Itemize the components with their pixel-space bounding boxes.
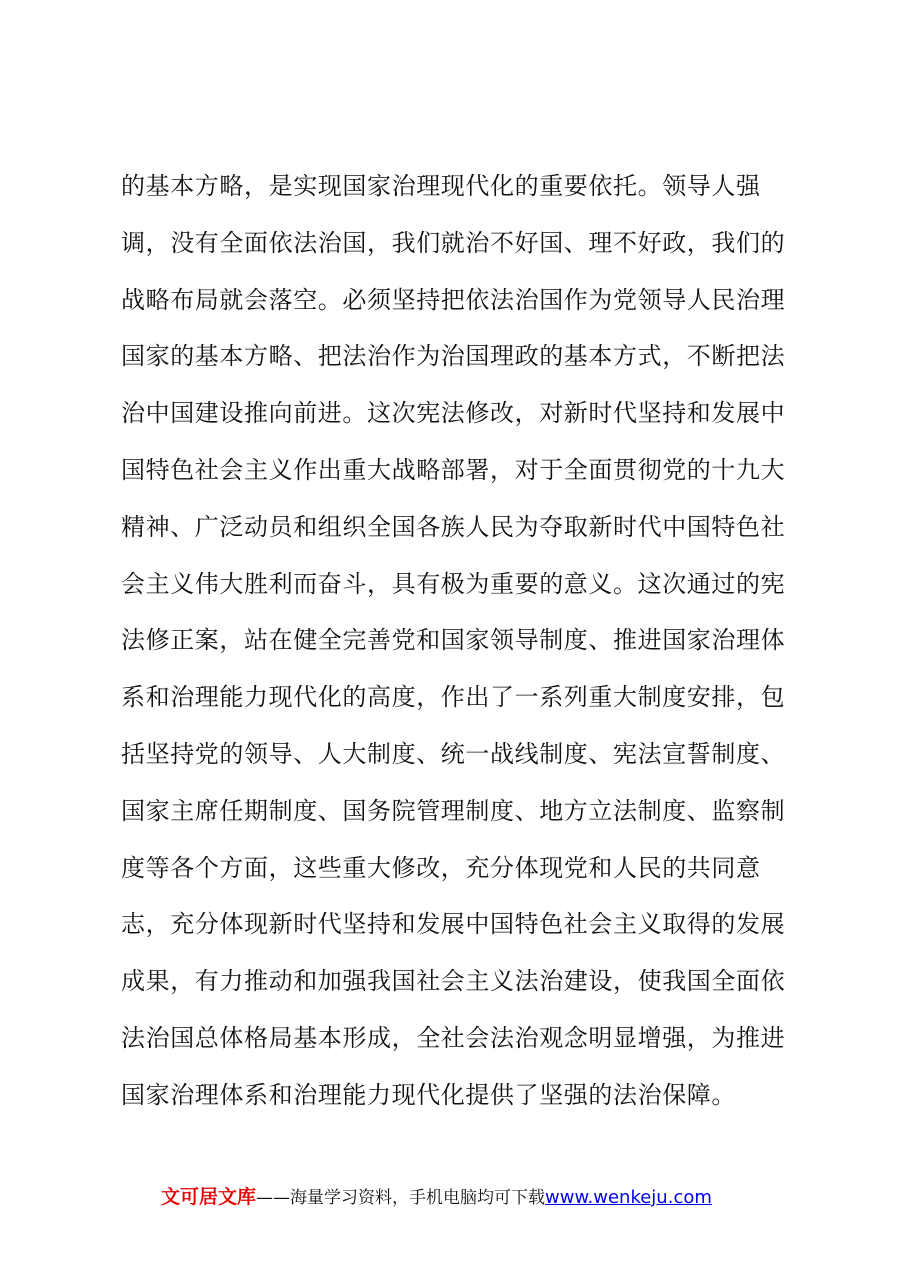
footer-brand: 文可居文库 bbox=[161, 1186, 257, 1208]
footer-tagline: ——海量学习资料，手机电脑均可下载 bbox=[256, 1188, 546, 1208]
text-line: 国家治理体系和治理能力现代化提供了坚强的法治保障。 bbox=[121, 1080, 736, 1109]
text-line: 度等各个方面，这些重大修改，充分体现党和人民的共同意 bbox=[121, 853, 761, 882]
text-line: 的基本方略，是实现国家治理现代化的重要依托。领导人强 bbox=[121, 172, 761, 200]
text-line: 法治国总体格局基本形成，全社会法治观念明显增强，为推进 bbox=[121, 1023, 786, 1052]
text-line: 国家主席任期制度、国务院管理制度、地方立法制度、监察制 bbox=[121, 796, 786, 825]
text-line: 国特色社会主义作出重大战略部署，对于全面贯彻党的十九大 bbox=[121, 455, 786, 484]
footer-banner bbox=[161, 1180, 712, 1214]
text-line: 战略布局就会落空。必须坚持把依法治国作为党领导人民治理 bbox=[121, 285, 786, 314]
text-line: 法修正案，站在健全完善党和国家领导制度、推进国家治理体 bbox=[121, 626, 786, 655]
text-line: 精神、广泛动员和组织全国各族人民为夺取新时代中国特色社 bbox=[121, 512, 786, 541]
text-line: 治中国建设推向前进。这次宪法修改，对新时代坚持和发展中 bbox=[121, 399, 786, 428]
text-line: 系和治理能力现代化的高度，作出了一系列重大制度安排，包 bbox=[121, 683, 786, 712]
text-line: 国家的基本方略、把法治作为治国理政的基本方式，不断把法 bbox=[121, 342, 786, 371]
text-line: 成果，有力推动和加强我国社会主义法治建设，使我国全面依 bbox=[121, 967, 786, 996]
text-line: 志，充分体现新时代坚持和发展中国特色社会主义取得的发展 bbox=[121, 910, 786, 939]
text-line: 会主义伟大胜利而奋斗，具有极为重要的意义。这次通过的宪 bbox=[121, 569, 786, 598]
text-line: 调，没有全面依法治国，我们就治不好国、理不好政，我们的 bbox=[121, 228, 786, 257]
footer-url-link[interactable]: www.wenkeju.com bbox=[545, 1187, 712, 1208]
body-paragraph bbox=[121, 166, 801, 1132]
text-line: 括坚持党的领导、人大制度、统一战线制度、宪法宣誓制度、 bbox=[121, 739, 786, 768]
